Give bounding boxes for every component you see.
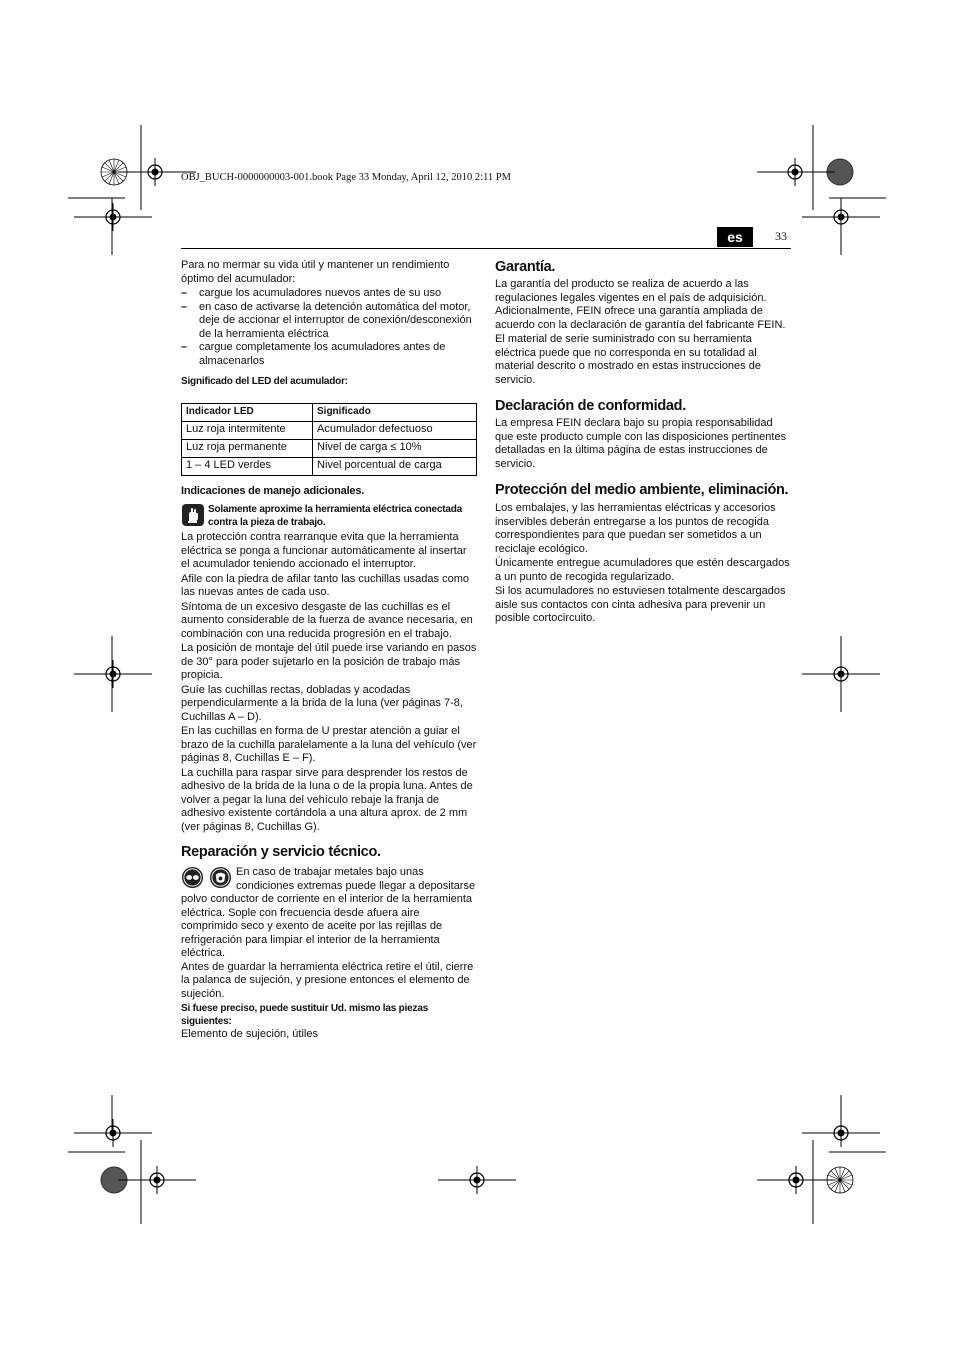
table-header-cell: Indicador LED [182,403,313,421]
table-cell: Acumulador defectuoso [313,421,477,439]
language-badge: es [717,227,753,247]
warranty-paragraph: El material de serie suministrado con su herramienta eléctrica puede que no corresponda en su totalidad al material descrito o mostrado en estas instrucciones de servicio. [495,333,761,386]
conformity-heading: Declaración de conformidad. [495,398,686,414]
environment-paragraph: Si los acumuladores no estuviesen totalmente descargados aisle sus contactos con cinta adhesiva para prevenir un posible cortocircuito. [495,585,786,624]
goggles-icon [181,866,204,889]
parts-text: Elemento de sujeción, útiles [181,1028,318,1040]
table-cell: Nivel de carga ≤ 10% [313,439,477,457]
table-row [182,457,477,475]
paragraph: La protección contra rearranque evita que la herramienta eléctrica se ponga a funcionar automáticamente al insertar el acumulador teniendo accionado el interruptor. [181,531,467,570]
warning-text: Solamente aproxime la herramienta eléctrica conectada contra la pieza de trabajo. [208,504,462,528]
repair-paragraph: Antes de guardar la herramienta eléctrica retire el útil, cierre la palanca de sujeción, y presione entonces el elemento de sujeción. [181,960,474,1000]
led-heading: Significado del LED del acumulador: [181,376,348,387]
bullet-item: – cargue los acumuladores nuevos antes de su uso [181,287,442,299]
conformity-paragraph: La empresa FEIN declara bajo su propia responsabilidad que este producto cumple con las disposiciones pertinentes detalladas en la última página de estas instrucciones de servicio. [495,417,787,470]
table-cell: 1 – 4 LED verdes [182,457,313,475]
paragraph: Guíe las cuchillas rectas, dobladas y acodadas perpendicularmente a la brida de la luna (ver páginas 7-8, Cuchillas A – D). [181,683,463,723]
environment-paragraph: Los embalajes, y las herramientas eléctricas y accesorios inservibles deberán entregarse a los puntos de recogida correspondientes para que puedan ser sometidos a un reciclaje ecológico. [495,502,776,555]
warranty-heading: Garantía. [495,259,556,275]
parts-heading: Si fuese preciso, puede sustituir Ud. mismo las piezas siguientes: [181,1003,429,1027]
paragraph: En las cuchillas en forma de U prestar atención a guiar el brazo de la cuchilla paralelamente a la luna del vehículo (ver páginas 8, Cuchillas E – F). [181,725,477,764]
table-cell: Luz roja permanente [182,439,313,457]
warning-block [181,503,478,529]
bullet-item: – cargue completamente los acumuladores antes de almacenarlos [181,341,446,367]
page-number: 33 [775,229,787,243]
hand-warning-icon [182,504,204,526]
repair-heading: Reparación y servicio técnico. [181,844,381,860]
file-info-line: OBJ_BUCH-0000000003-001.book Page 33 Monday, April 12, 2010 2:11 PM [181,172,511,183]
paragraph: La cuchilla para raspar sirve para desprender los restos de adhesivo de la brida de la luna o de la propia luna. Antes de volver a pegar la luna del vehículo rebaje la franja de adhesivo existente cortándola a una altura aprox. de 2 mm (ver páginas 8, Cuchillas G). [181,766,473,833]
table-row [182,439,477,457]
table-header-cell: Significado [313,403,477,421]
paragraph: La posición de montaje del útil puede irse variando en pasos de 30° para poder sujetarlo en la posición de trabajo más propicia. [181,642,477,681]
table-header-row [182,403,477,421]
environment-paragraph: Únicamente entregue acumuladores que estén descargados a un punto de recogida regularizado. [495,557,790,583]
paragraph: Síntoma de un excesivo desgaste de las cuchillas es el aumento considerable de la fuerza de avance necesaria, en combinación con una reducida progresión en el trabajo. [181,600,473,640]
bullet-item: – en caso de activarse la detención automática del motor, deje de accionar el interruptor de conexión/desconexión de la herramienta eléctrica [181,300,472,340]
table-row [182,421,477,439]
table-cell: Luz roja intermitente [182,421,313,439]
table-cell: Nivel porcentual de carga [313,457,477,475]
repair-block [181,866,478,961]
left-column [181,259,478,1043]
repair-icons [181,866,233,892]
led-table [181,403,477,476]
paragraph: Afile con la piedra de afilar tanto las cuchillas usadas como las nuevas antes de cada uso. [181,572,469,598]
intro-text: Para no mermar su vida útil y mantener un rendimiento óptimo del acumulador: [181,259,450,285]
handling-heading: Indicaciones de manejo adicionales. [181,484,365,497]
header-rule [181,248,791,249]
warranty-paragraph: La garantía del producto se realiza de acuerdo a las regulaciones legales vigentes en el país de adquisición. Adicionalmente, FEIN ofrece una garantía ampliada de acuerdo con la declaración de garantía del fabricante FEIN. [495,278,786,331]
environment-heading: Protección del medio ambiente, eliminación. [495,482,789,498]
repair-paragraph: En caso de trabajar metales bajo unas condiciones extremas puede llegar a depositarse polvo conductor de corriente en el interior de la herramienta eléctrica. Sople con frecuencia desde afuera aire comprimido seco y exento de aceite por las rejillas de refrigeración para limpiar el interior de la herramienta eléctrica. [181,866,476,959]
respirator-icon [209,866,232,889]
right-column [495,259,791,627]
